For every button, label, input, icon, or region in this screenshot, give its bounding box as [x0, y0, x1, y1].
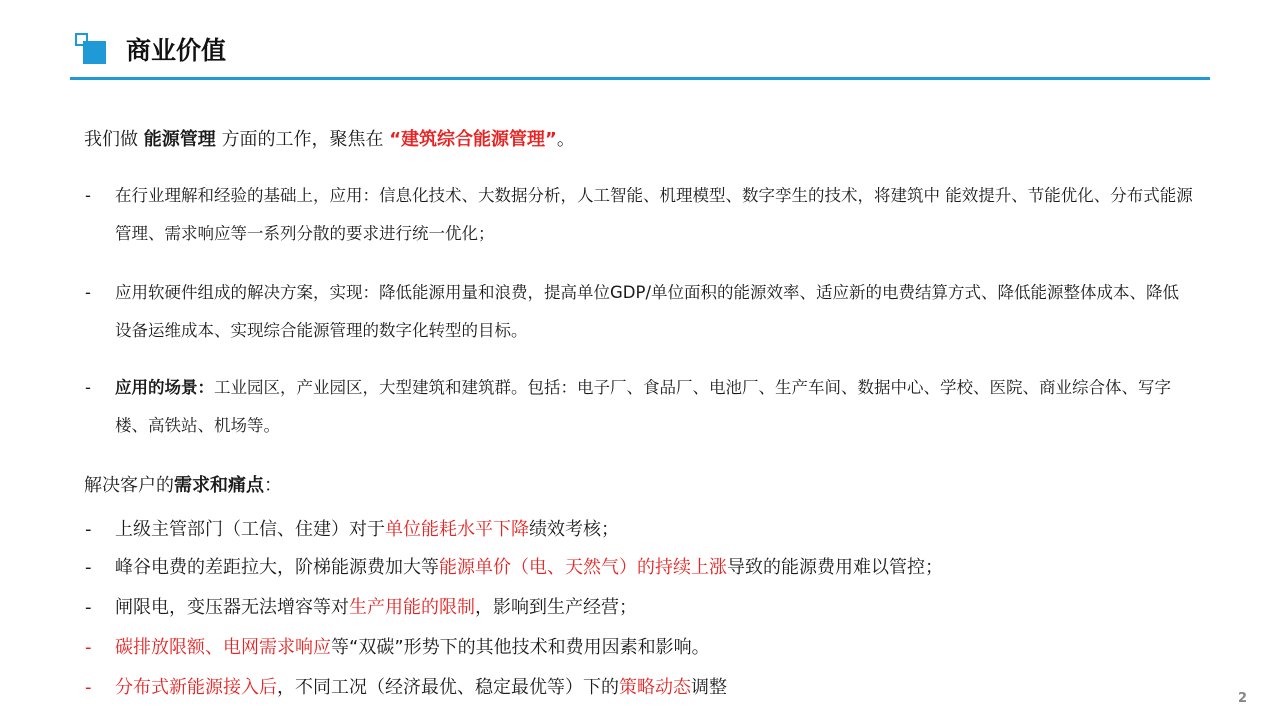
need-item — [85, 674, 1205, 702]
bullet-text: 工业园区，产业园区，大型建筑和建筑群。包括：电子厂、食品厂、电池厂、生产车间、数据中心、学校、医院、商业综合体、写字楼、高铁站、机场等。 — [115, 378, 1171, 435]
bullet-item-technology — [85, 177, 1195, 253]
need-dash: - — [85, 597, 92, 618]
intro-focus: “建筑综合能源管理” — [389, 129, 557, 150]
intro-suffix: 。 — [556, 129, 575, 150]
section-logo-icon — [75, 33, 107, 65]
need-text — [115, 674, 1205, 702]
bullet-item-scenarios — [85, 369, 1195, 445]
need-text-b: ，不同工况（经济最优、稳定最优等）下的 — [277, 677, 619, 698]
need-highlight: 能源单价（电、天然气）的持续上涨 — [439, 557, 727, 578]
need-highlight: 分布式新能源接入后 — [115, 677, 277, 698]
bullet-dash: - — [85, 186, 91, 205]
need-text — [115, 516, 1205, 544]
need-highlight: 单位能耗水平下降 — [385, 519, 529, 540]
intro-line — [84, 126, 575, 154]
bullet-text: 应用软硬件组成的解决方案，实现：降低能源用量和浪费，提高单位GDP/单位面积的能源效率、适应新的电费结算方式、降低能源整体成本、降低设备运维成本、实现综合能源管理的数字化转型的目标。 — [115, 283, 1180, 340]
bullet-dash: - — [85, 283, 91, 302]
need-text — [115, 594, 1205, 622]
need-dash: - — [85, 637, 92, 658]
need-highlight: 生产用能的限制 — [349, 597, 475, 618]
intro-middle: 方面的工作，聚焦在 — [215, 129, 390, 150]
page-number: 2 — [1238, 691, 1248, 706]
need-item — [85, 516, 1205, 544]
needs-prefix: 解决客户的 — [84, 475, 174, 496]
bullet-text-wrap — [115, 369, 1195, 445]
needs-heading — [84, 472, 282, 500]
bullet-text: 在行业理解和经验的基础上，应用：信息化技术、大数据分析，人工智能、机理模型、数字孪生的技术，将建筑中 能效提升、节能优化、分布式能源管理、需求响应等一系列分散的要求进行统一优化； — [115, 186, 1193, 243]
need-text-b: 绩效考核； — [529, 519, 619, 540]
need-text — [115, 634, 1205, 662]
need-highlight-2: 策略动态 — [619, 677, 691, 698]
need-text-c: 调整 — [691, 677, 727, 698]
need-dash: - — [85, 557, 92, 578]
need-text — [115, 554, 1205, 582]
need-item — [85, 594, 1205, 622]
need-dash: - — [85, 677, 92, 698]
needs-suffix: ： — [264, 475, 282, 496]
bullet-label: 应用的场景： — [115, 378, 214, 397]
needs-emphasis: 需求和痛点 — [174, 475, 264, 496]
need-text-a: 峰谷电费的差距拉大，阶梯能源费加大等 — [115, 557, 439, 578]
need-text-b: 导致的能源费用难以管控； — [727, 557, 943, 578]
intro-prefix: 我们做 — [84, 129, 144, 150]
bullet-dash: - — [85, 378, 91, 397]
need-text-a: 上级主管部门（工信、住建）对于 — [115, 519, 385, 540]
logo-filled-square — [83, 41, 106, 64]
need-text-b: ，影响到生产经营； — [475, 597, 637, 618]
need-text-b: 等“双碳”形势下的其他技术和费用因素和影响。 — [331, 637, 710, 658]
bullet-item-solution — [85, 274, 1195, 350]
need-text-a: 闸限电，变压器无法增容等对 — [115, 597, 349, 618]
need-highlight: 碳排放限额、电网需求响应 — [115, 637, 331, 658]
need-item — [85, 634, 1205, 662]
intro-emphasis: 能源管理 — [143, 129, 216, 150]
need-item — [85, 554, 1205, 582]
title-divider — [70, 77, 1210, 80]
page-title: 商业价值 — [126, 36, 227, 65]
need-dash: - — [85, 519, 92, 540]
